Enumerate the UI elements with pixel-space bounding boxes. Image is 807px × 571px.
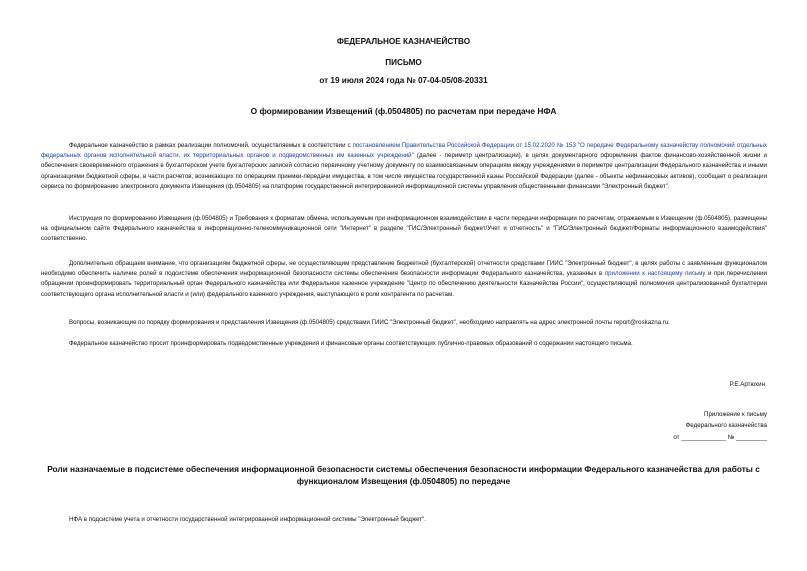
appendix-link[interactable]: приложении к настоящему письму xyxy=(604,270,706,278)
appendix-title: Роли назначаемые в подсистеме обеспечения информационной безопасности системы обеспечения безопасности информации Федерального казначейства для работы с функционалом Извещения (ф.0504805) по передаче xyxy=(47,464,760,486)
paragraph-5: Федеральное казначейство просит проинформировать подведомственные учреждения и финансовые органы соответствующих публично-правовых образований о содержании настоящего письма. xyxy=(69,340,633,347)
agency-heading: ФЕДЕРАЛЬНОЕ КАЗНАЧЕЙСТВО xyxy=(336,37,471,46)
document-date-number: от 19 июля 2024 года № 07-04-05/08-20331 xyxy=(319,76,488,85)
paragraph-2: Инструкция по формированию Извещения (ф.0504805) и Требования к форматам обмена, используемым при информационном взаимодействии в части передачи информации по расчетам, отражаемым в Извещении (ф.0504805), размещены на официальном сайте Федерального казначейства в информационно-телекоммуникационной сети "Интернет" в разделе "ГИС/Электронный бюджет/Учет и отчетность" и "ГИС/Электронный бюджет/Форматы информационного взаимодействия" соответственно. xyxy=(41,215,767,243)
paragraph-3-end: и при перечислении обращении проинформировать территориальный орган Федерального казначейства или Федеральное казенное учреждение "Центр по обеспечению деятельности Казначейства России", осуществляющий полномочия централизованной бухгалтерии соответствующего органа исполнительной власти и (или) федерального казенного учреждения, выступающего в роли контрагента по расчетам. xyxy=(41,270,767,298)
appendix-line-1: Приложение к письму xyxy=(704,411,767,418)
appendix-line-2: Федерального казначейства xyxy=(685,422,767,430)
document-type: ПИСЬМО xyxy=(385,58,422,67)
appendix-block xyxy=(547,409,767,443)
paragraph-1-start: Федеральное казначейство в рамках реализации полномочий, осуществляемых в соответствии с xyxy=(69,142,353,149)
decree-link[interactable]: постановлением Правительства Российской Федерации от 15.02.2020 № 153 "О передаче Федеральному казначейству полномочий отдельных федеральных органов исполнительной власти, их территориальных органов и подведомственных им казенных учреждений" xyxy=(41,142,767,160)
appendix-line-3: от _____________ № _________ xyxy=(673,433,767,441)
paragraph-1 xyxy=(41,141,767,192)
paragraph-4: Вопросы, возникающие по порядку формирования и представления Извещения (ф.0504805) средствами ГИИС "Электронный бюджет", необходимо направлять на адрес электронной почты report@roskazna.ru. xyxy=(69,319,670,326)
signature: Р.Е.Артюхин xyxy=(729,381,765,388)
appendix-paragraph: НФА в подсистеме учета и отчетности государственной интегрированной информационной системы "Электронный бюджет". xyxy=(69,516,426,523)
paragraph-1-end: (далее - периметр централизации), в целях документарного оформления фактов финансово-хозяйственной жизни и обеспечения своевременного отражения в бухгалтерском учете бухгалтерских записей согласно первичному учетному документу по взаимосвязанным операциям между учреждениями в периметре централизации Федерального казначейства и иными организациями бюджетной сферы, в части расчетов, возникающих по операциям приемки-передачи имущества, в том числе имущества государственной казны Российской Федерации (далее - объекты нефинансовых активов), сообщает о реализации сервиса по формированию электронного документа Извещения (ф.0504805) на платформе государственной интегрированной информационной системы управления общественными финансами "Электронный бюджет". xyxy=(41,152,767,190)
paragraph-3-start: Дополнительно обращаем внимание, что организациям бюджетной сферы, не осуществляющим представление бюджетной (бухгалтерской) отчетности средствами ГИИС "Электронный бюджет", в целях работы с заявленным функционалом необходимо обеспечить наличие ролей в подсистеме обеспечения информационной безопасности системы обеспечения безопасности информации Федерального казначейства, указанных в xyxy=(41,260,767,278)
document-subject: О формировании Извещений (ф.0504805) по расчетам при передаче НФА xyxy=(250,106,557,116)
paragraph-3 xyxy=(41,259,767,300)
